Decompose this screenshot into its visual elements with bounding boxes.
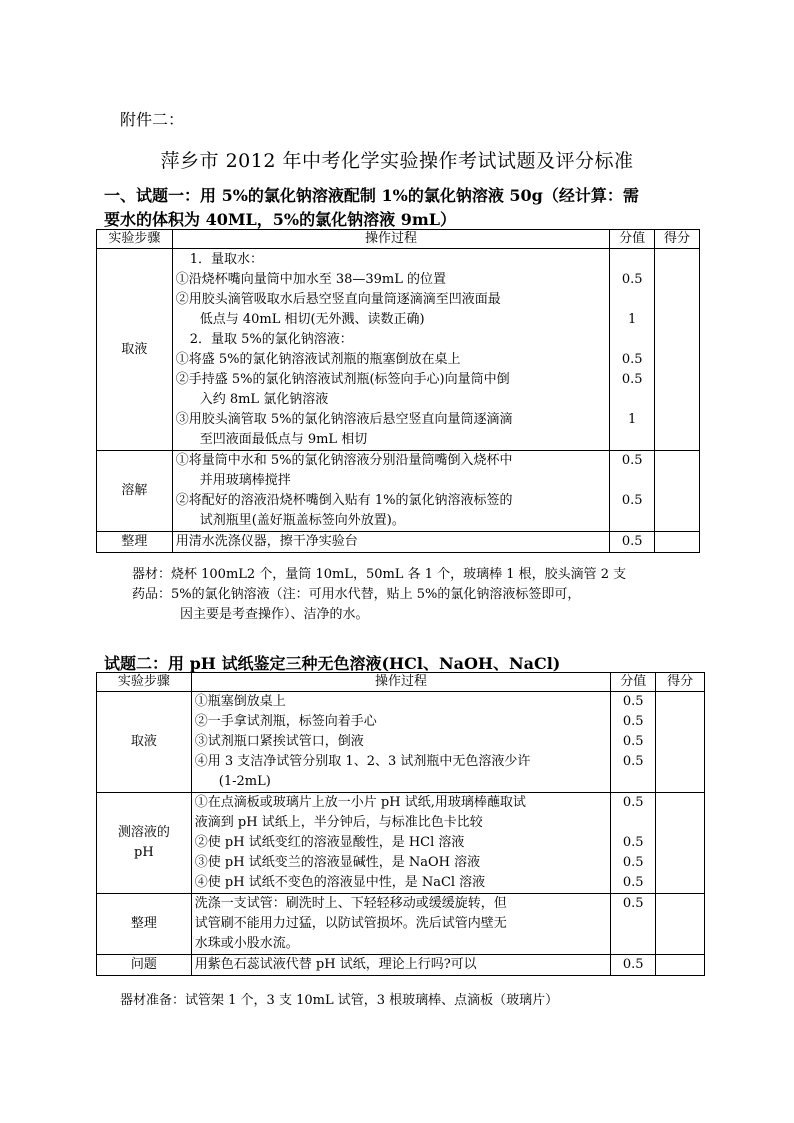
- points-value: [613, 250, 651, 270]
- question-1-heading: [104, 184, 704, 232]
- points-value: 0.5: [622, 875, 644, 890]
- process-line: ①将盛 5%的氯化钠溶液试剂瓶的瓶塞倒放在桌上: [175, 352, 461, 367]
- points-value: [613, 390, 651, 410]
- points-value: 0.5: [621, 534, 643, 549]
- points-cell: [610, 532, 655, 553]
- step-label-line: pH: [134, 845, 154, 860]
- points-value: 0.5: [622, 754, 644, 769]
- points-value: 0.5: [621, 372, 643, 387]
- points-cell: [610, 451, 655, 532]
- header-score: 得分: [655, 230, 700, 249]
- process-line: 试剂瓶里(盖好瓶盖标签向外放置)。: [199, 513, 405, 528]
- points-value: 1: [628, 312, 637, 327]
- step-cell: 整理: [97, 532, 173, 553]
- document-title: 萍乡市 2012 年中考化学实验操作考试试题及评分标准: [160, 150, 634, 172]
- process-cell: [172, 249, 610, 451]
- table-row: [97, 894, 705, 955]
- question-1-table: [96, 229, 700, 553]
- process-cell: [191, 692, 611, 793]
- points-value: [613, 471, 651, 491]
- points-cell: [611, 894, 656, 955]
- process-line: 低点与 40mL 相切(无外溅、读数正确): [199, 312, 425, 327]
- points-value: 0.5: [622, 835, 644, 850]
- header-step: 实验步骤: [97, 230, 173, 249]
- points-value: [613, 330, 651, 350]
- table-row: [97, 955, 705, 976]
- score-cell: [656, 692, 705, 793]
- process-line: 2．量取 5%的氯化钠溶液：: [189, 332, 353, 347]
- header-step: 实验步骤: [97, 673, 192, 692]
- step-cell: 取液: [97, 249, 173, 451]
- points-value: 1: [628, 412, 637, 427]
- points-value: [613, 290, 651, 310]
- points-cell: [611, 692, 656, 793]
- score-cell: [656, 955, 705, 976]
- process-line: ④用 3 支洁净试管分别取 1、2、3 试剂瓶中无色溶液少许: [194, 754, 531, 769]
- header-process: 操作过程: [172, 230, 610, 249]
- process-line: 水珠或小股水流。: [194, 936, 299, 951]
- process-line: ②一手拿试剂瓶，标签向着手心: [194, 714, 377, 729]
- points-value: [614, 772, 652, 792]
- points-value: 0.5: [622, 795, 644, 810]
- reagent-note: 药品：5%的氯化钠溶液（注：可用水代替，贴上 5%的氯化钠溶液标签即可，: [132, 587, 581, 602]
- table-header-row: [97, 230, 700, 249]
- points-value: 0.5: [621, 453, 643, 468]
- score-cell: [655, 532, 700, 553]
- points-value: [614, 914, 652, 934]
- question-2-table: [96, 672, 705, 976]
- step-cell: [97, 793, 192, 894]
- process-line: ②使 pH 试纸变红的溶液显酸性，是 HCl 溶液: [194, 835, 465, 850]
- process-line: ②用胶头滴管吸取水后悬空竖直向量筒逐滴滴至凹液面最: [175, 292, 501, 307]
- points-value: 0.5: [622, 714, 644, 729]
- step-cell: 取液: [97, 692, 192, 793]
- process-line: ④使 pH 试纸不变色的溶液显中性，是 NaCl 溶液: [194, 875, 486, 890]
- points-value: 0.5: [622, 694, 644, 709]
- points-cell: [610, 249, 655, 451]
- attachment-label: 附件二：: [120, 110, 185, 129]
- points-value: [613, 511, 651, 531]
- equipment-note: 器材准备：试管架 1 个，3 支 10mL 试管，3 根玻璃棒、点滴板（玻璃片）: [120, 993, 559, 1008]
- points-cell: [611, 793, 656, 894]
- process-cell: [191, 955, 611, 976]
- process-line: ②将配好的溶液沿烧杯嘴倒入贴有 1%的氯化钠溶液标签的: [175, 493, 513, 508]
- table-row: [97, 692, 705, 793]
- points-value: 0.5: [622, 855, 644, 870]
- points-value: 0.5: [621, 272, 643, 287]
- process-line: ①沿烧杯嘴向量筒中加水至 38—39mL 的位置: [175, 272, 447, 287]
- process-line: ②手持盛 5%的氯化钠溶液试剂瓶(标签向手心)向量筒中倒: [175, 372, 510, 387]
- process-line: ③使 pH 试纸变兰的溶液显碱性，是 NaOH 溶液: [194, 855, 481, 870]
- question-2-heading: 试题二：用 pH 试纸鉴定三种无色溶液(HCl、NaOH、NaCl): [104, 654, 561, 673]
- process-line: 入约 8mL 氯化钠溶液: [199, 392, 329, 407]
- score-cell: [656, 793, 705, 894]
- step-label-line: 测溶液的: [117, 825, 170, 840]
- points-value: [614, 813, 652, 833]
- process-line: 用紫色石蕊试液代替 pH 试纸，理论上行吗?可以: [194, 957, 477, 972]
- process-line: 洗涤一支试管：刷洗时上、下轻轻移动或缓缓旋转，但: [194, 896, 507, 911]
- score-cell: [655, 249, 700, 451]
- table-header-row: [97, 673, 705, 692]
- reagent-note-cont: 因主要是考查操作）、洁净的水。: [180, 607, 369, 622]
- process-line: ①将量筒中水和 5%的氯化钠溶液分别沿量筒嘴倒入烧杯中: [175, 453, 513, 468]
- points-value: [613, 430, 651, 450]
- header-points: 分值: [610, 230, 655, 249]
- process-line: 用清水洗涤仪器，擦干净实验台: [175, 534, 358, 549]
- points-value: 0.5: [622, 734, 644, 749]
- process-line: 至凹液面最低点与 9mL 相切: [199, 432, 368, 447]
- points-value: 0.5: [621, 493, 643, 508]
- table-row: [97, 249, 700, 451]
- process-line: 试管刷不能用力过猛，以防试管损坏。洗后试管内壁无: [194, 916, 507, 931]
- process-line: 液滴到 pH 试纸上，半分钟后，与标准比色卡比较: [194, 815, 483, 830]
- header-process: 操作过程: [191, 673, 611, 692]
- process-line: ③试剂瓶口紧挨试管口，倒液: [194, 734, 364, 749]
- process-line: 1．量取水：: [189, 252, 263, 267]
- points-cell: [611, 955, 656, 976]
- process-cell: [191, 793, 611, 894]
- table-row: [97, 532, 700, 553]
- process-line: ①在点滴板或玻璃片上放一小片 pH 试纸,用玻璃棒蘸取试: [194, 795, 526, 810]
- score-cell: [655, 451, 700, 532]
- question-1-heading-line: 要水的体积为 40ML，5%的氯化钠溶液 9mL）: [104, 210, 457, 229]
- process-line: ③用胶头滴管取 5%的氯化钠溶液后悬空竖直向量筒逐滴滴: [175, 412, 513, 427]
- question-1-heading-line: 一、试题一：用 5%的氯化钠溶液配制 1%的氯化钠溶液 50g（经计算：需: [104, 186, 639, 205]
- header-score: 得分: [656, 673, 705, 692]
- step-cell: 整理: [97, 894, 192, 955]
- process-line: ①瓶塞倒放桌上: [194, 694, 286, 709]
- process-line: (1-2mL): [218, 774, 271, 789]
- points-value: [614, 934, 652, 954]
- score-cell: [656, 894, 705, 955]
- process-line: 并用玻璃棒搅拌: [199, 473, 291, 488]
- process-cell: [172, 532, 610, 553]
- equipment-note: 器材：烧杯 100mL2 个，量筒 10mL，50mL 各 1 个，玻璃棒 1 根，胶头滴管 2 支: [132, 567, 627, 582]
- process-cell: [191, 894, 611, 955]
- points-value: 0.5: [622, 957, 644, 972]
- table-row: [97, 451, 700, 532]
- header-points: 分值: [611, 673, 656, 692]
- table-row: [97, 793, 705, 894]
- process-cell: [172, 451, 610, 532]
- step-cell: 溶解: [97, 451, 173, 532]
- points-value: 0.5: [621, 352, 643, 367]
- step-cell: 问题: [97, 955, 192, 976]
- points-value: 0.5: [622, 896, 644, 911]
